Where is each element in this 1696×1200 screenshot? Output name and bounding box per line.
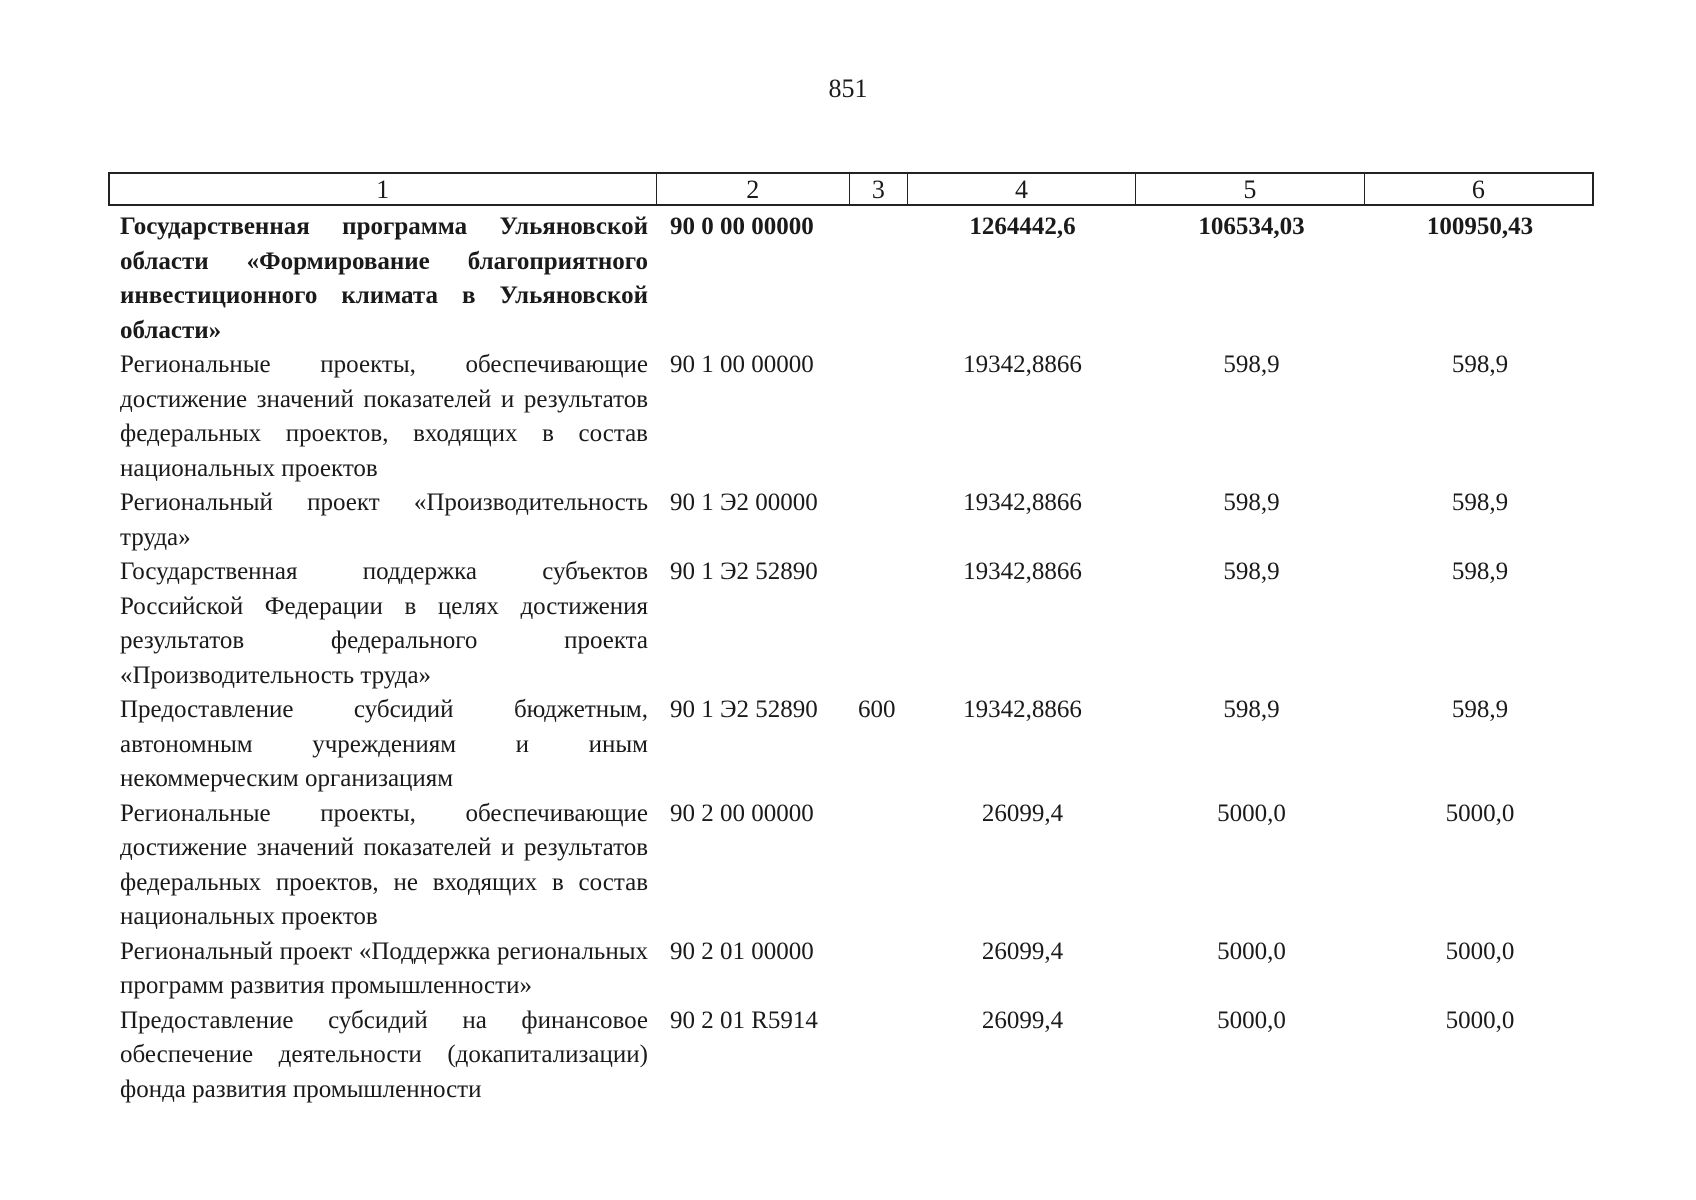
row-vr (850, 210, 908, 348)
row-code: 90 2 01 R5914 (670, 1006, 818, 1034)
row-value-4: 26099,4 (981, 799, 1064, 827)
row-value-5: 5000,0 (1217, 1006, 1286, 1034)
row-code: 90 1 Э2 00000 (670, 489, 818, 516)
row-code: 90 1 00 00000 (670, 351, 814, 378)
row-name: Региональные проекты, обеспечивающие достижение значений показателей и результатов федеральных проектов, не входящих в состав национальных проектов (120, 799, 648, 930)
row-value-4: 19342,8866 (963, 489, 1082, 516)
row-vr (850, 555, 908, 693)
row-code: 90 2 01 00000 (670, 937, 814, 965)
header-col-6: 6 (1471, 175, 1485, 204)
table-body (108, 210, 1594, 1107)
table-row (108, 935, 1594, 1004)
row-value-6: 598,9 (1451, 696, 1509, 723)
row-value-4: 26099,4 (981, 937, 1064, 965)
header-col-2: 2 (657, 174, 850, 204)
row-value-5: 5000,0 (1217, 799, 1286, 827)
row-value-5: 598,9 (1223, 558, 1280, 585)
table-row (108, 486, 1594, 555)
table-header (108, 172, 1594, 206)
row-name: Региональный проект «Производительность труда» (120, 489, 648, 551)
row-code: 90 2 00 00000 (670, 799, 814, 827)
row-vr (850, 348, 908, 486)
row-value-6: 598,9 (1451, 558, 1509, 585)
row-name: Региональный проект «Поддержка региональных программ развития промышленности» (120, 937, 648, 999)
row-vr (850, 486, 908, 555)
row-value-5: 106534,03 (1198, 213, 1305, 240)
row-value-5: 5000,0 (1217, 937, 1286, 965)
table-row (108, 797, 1594, 935)
row-value-5: 598,9 (1223, 696, 1280, 723)
row-value-4: 19342,8866 (963, 558, 1082, 585)
header-col-3: 3 (850, 174, 908, 204)
row-code: 90 0 00 00000 (670, 213, 814, 240)
row-value-6: 598,9 (1451, 351, 1509, 378)
header-col-4: 4 (908, 174, 1136, 204)
row-code: 90 1 Э2 52890 (670, 696, 818, 723)
row-name: Государственная программа Ульяновской области «Формирование благоприятного инвестиционного климата в Ульяновской области» (120, 213, 648, 344)
row-value-4: 19342,8866 (963, 351, 1082, 378)
row-vr (850, 1004, 908, 1108)
row-name: Предоставление субсидий бюджетным, автономным учреждениям и иным некоммерческим организациям (120, 696, 648, 792)
row-value-6: 598,9 (1451, 489, 1509, 516)
row-vr (850, 935, 908, 1004)
table-row (108, 210, 1594, 348)
row-name: Государственная поддержка субъектов Российской Федерации в целях достижения результатов федерального проекта «Производительность труда» (120, 558, 648, 689)
row-code: 90 1 Э2 52890 (670, 558, 818, 585)
row-value-6: 5000,0 (1445, 937, 1515, 965)
row-name: Региональные проекты, обеспечивающие достижение значений показателей и результатов федеральных проектов, входящих в состав национальных проектов (120, 351, 648, 482)
row-vr (850, 797, 908, 935)
row-vr: 600 (858, 696, 896, 723)
row-value-5: 598,9 (1223, 351, 1280, 378)
row-value-6: 100950,43 (1426, 213, 1534, 240)
row-value-5: 598,9 (1223, 489, 1280, 516)
row-value-4: 26099,4 (981, 1006, 1064, 1034)
header-col-1: 1 (110, 174, 657, 204)
row-value-4: 19342,8866 (963, 696, 1082, 723)
header-col-5: 5 (1136, 174, 1364, 204)
row-value-6: 5000,0 (1445, 799, 1515, 827)
table-row (108, 693, 1594, 797)
row-name: Предоставление субсидий на финансовое обеспечение деятельности (докапитализации) фонда развития промышленности (120, 1006, 648, 1103)
page-number: 851 (828, 74, 868, 103)
table-row (108, 1004, 1594, 1108)
table-row (108, 348, 1594, 486)
table-row (108, 555, 1594, 693)
row-value-4: 1264442,6 (969, 213, 1076, 240)
row-value-6: 5000,0 (1445, 1006, 1515, 1034)
